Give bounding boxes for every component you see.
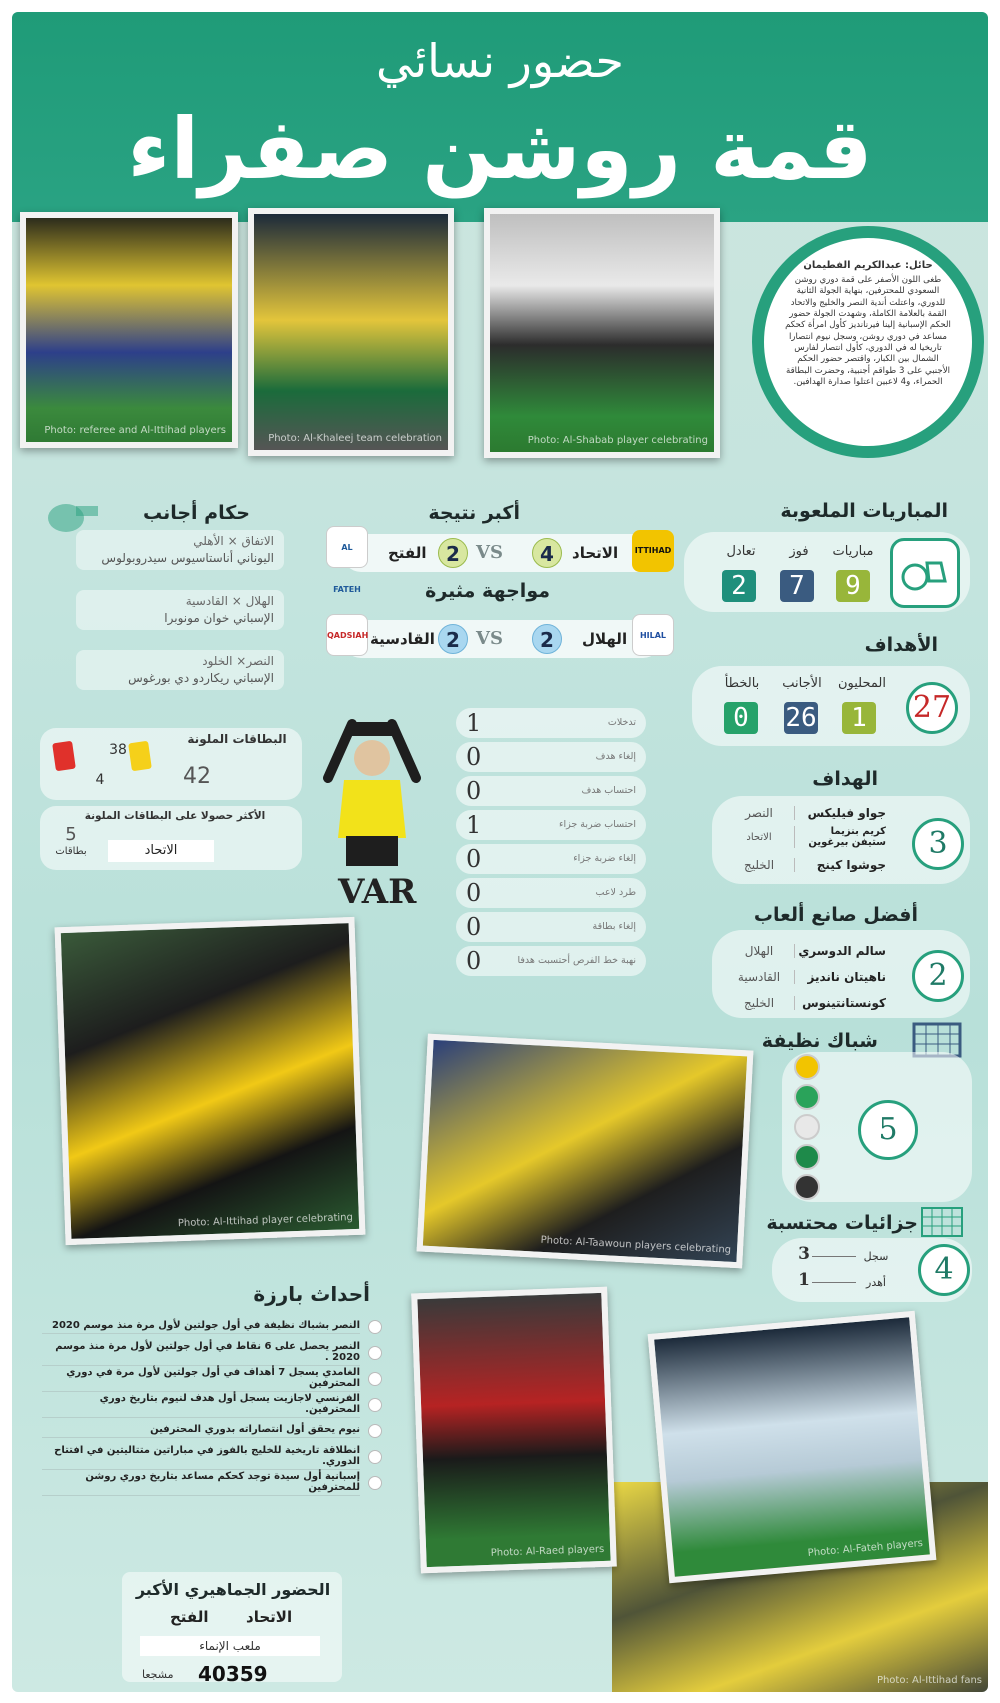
var-row: 0 احتساب هدف <box>456 776 646 806</box>
goals-foreign-label: الأجانب <box>782 676 822 691</box>
qadsiah-logo-icon: QADSIAH <box>326 614 368 656</box>
scorer-row: جواو فيليكس النصر <box>724 802 890 824</box>
playmaker-title: أفضل صانع ألعاب <box>753 904 918 926</box>
penalties-missed-label: أهدر <box>866 1276 886 1289</box>
wins-value: 7 <box>780 570 814 602</box>
ittihad-logo-icon: ITTIHAD <box>632 530 674 572</box>
playmaker-row: سالم الدوسري الهلال <box>724 940 890 962</box>
scorers-count: 3 <box>912 818 964 870</box>
infographic-page <box>12 12 988 1692</box>
vs-label: VS <box>476 542 503 563</box>
playmaker-row: كونستانتينوس الخليج <box>724 992 890 1014</box>
event-item: الفرنسي لاجازيت يسجل أول هدف لنيوم بتاريخ دوري المحترفين. <box>42 1394 382 1416</box>
event-item: النصر بشباك نظيفة في أول جولتين لأول مرة منذ موسم 2020 <box>42 1316 382 1338</box>
hilal-logo-icon: HILAL <box>632 614 674 656</box>
photo-fateh-players: Photo: Al-Fateh players <box>648 1311 937 1583</box>
photo-khaleej-team: Photo: Al-Khaleej team celebration <box>248 208 454 456</box>
penalty-grid-icon <box>920 1206 964 1242</box>
header-title: قمة روشن صفراء <box>127 100 873 198</box>
playmaker-count: 2 <box>912 950 964 1002</box>
intro-circle <box>752 226 984 458</box>
goals-total: 27 <box>906 682 958 734</box>
var-row: 1 تدخلات <box>456 708 646 738</box>
playmaker-row: ناهيتان نانديز القادسية <box>724 966 890 988</box>
event-item: النصر يحصل على 6 نقاط في أول جولتين لأول مرة منذ موسم 2020 . <box>42 1342 382 1364</box>
goals-own-label: بالخطأ <box>724 676 760 691</box>
yellow-cards-value: 38 <box>109 742 127 758</box>
var-referee-icon <box>308 718 438 872</box>
goals-local-value: 1 <box>842 702 876 734</box>
most-cards-team: الاتحاد <box>108 840 214 862</box>
penalties-scored-label: سجل <box>863 1250 889 1263</box>
football-boot-icon <box>890 538 960 608</box>
goals-local-label: المحليون <box>838 676 886 691</box>
event-item: انطلاقة تاريخية للخليج بالفوز في مباراتين متتاليتين في افتتاح الدوري. <box>42 1446 382 1468</box>
goals-own-value: 0 <box>724 702 758 734</box>
exciting-away-score: 2 <box>438 624 468 654</box>
intro-author: حائل: عبدالكريم الفطيمان <box>803 260 933 271</box>
exciting-match-title: مواجهة مثيرة <box>425 580 550 602</box>
neom-logo-icon <box>794 1174 820 1200</box>
attendance-title: الحضور الجماهيري الأكبر <box>135 1580 331 1599</box>
clean-sheets-count: 5 <box>858 1100 918 1160</box>
matches-title: المباريات الملعوبة <box>780 500 948 522</box>
goals-foreign-value: 26 <box>785 703 817 733</box>
shabab-logo-icon <box>794 1114 820 1140</box>
photo-referee-ittihad: Photo: referee and Al-Ittihad players <box>20 212 238 448</box>
divider <box>812 1282 856 1283</box>
header-subtitle: حضور نسائي <box>376 34 624 88</box>
var-row: 0 نهبة خط الفرص أحتسبت هدفا <box>456 946 646 976</box>
event-item: نيوم يحقق أول انتصاراته بدوري المحترفين <box>42 1420 382 1442</box>
attendance-number: 40359 <box>198 1662 268 1686</box>
attendance-home: الاتحاد <box>246 1608 293 1626</box>
event-item: الغامدي يسجل 7 أهداف في أول جولتين لأول مرة في دوري المحترفين <box>42 1368 382 1390</box>
attendance-away: الفتح <box>170 1608 209 1626</box>
clean-sheets-title: شباك نظيفة <box>761 1030 878 1052</box>
ittihad-logo-icon <box>794 1054 820 1080</box>
cards-title: البطاقات الملونة <box>187 732 287 746</box>
cards-total-value: 42 <box>183 764 211 789</box>
khaleej-logo-icon <box>794 1084 820 1110</box>
biggest-home-team: الاتحاد <box>572 544 619 562</box>
var-row: 0 إلغاء هدف <box>456 742 646 772</box>
var-row: 0 إلغاء بطاقة <box>456 912 646 942</box>
most-cards-unit: بطاقات <box>55 846 87 857</box>
wins-label: فوز <box>789 544 809 559</box>
referee-item: الاتفاق × الأهلي اليوناني أناستاسيوس سيدروبولوس <box>76 530 284 570</box>
scorers-title: الهداف <box>812 768 878 790</box>
var-row: 0 طرد لاعب <box>456 878 646 908</box>
referee-item: النصر× الخلود الإسباني ريكاردو دي بورغوس <box>76 650 284 690</box>
biggest-away-team: الفتح <box>388 544 427 562</box>
events-title: أحداث بارزة <box>253 1282 370 1306</box>
attendance-stadium: ملعب الإنماء <box>140 1636 320 1656</box>
var-row: 0 إلغاء ضربة جزاء <box>456 844 646 874</box>
vs-label: VS <box>476 628 503 649</box>
photo-ittihad-player: Photo: Al-Ittihad player celebrating <box>55 917 366 1245</box>
scorer-row: كريم بنزيما ستيفن بيرغوين الاتحاد <box>724 826 890 848</box>
intro-body: طغى اللون الأصفر على قمة دوري روشن السعودي للمحترفين، بنهاية الجولة الثانية للدوري، واعتلت أندية النصر والخليج والاتحاد القمة بالعلامة الكاملة، وشهدت الجولة حضور الحكم الإسبانية إلينا فيرنانديز كأول امرأة كحكم مساعد في دوري روشن، وسجل نيوم انتصارا تاريخيا له في الدوري، كأول انتصار لفارس الشمال بين الكبار، واقتصر حضور الحكم الأجنبي على 3 طواقم أجنبية، وحضرت البطاقة الحمراء، و4 لاعبين اعتلوا صدارة الهدافين. <box>785 275 951 388</box>
biggest-home-score: 4 <box>532 538 562 568</box>
exciting-home-team: الهلال <box>582 630 628 648</box>
photo-ittihad-fans: Photo: Al-Ittihad fans <box>612 1482 988 1692</box>
draws-value: 2 <box>722 570 756 602</box>
penalties-count: 4 <box>918 1244 970 1296</box>
yellow-card-icon <box>128 741 152 772</box>
referees-title: حكام أجانب <box>142 502 250 524</box>
attendance-unit: مشجعا <box>142 1668 174 1681</box>
photo-shabab-player: Photo: Al-Shabab player celebrating <box>484 208 720 458</box>
played-label: مباريات <box>832 544 874 559</box>
goals-title: الأهداف <box>864 634 938 656</box>
penalties-scored-value: 3 <box>798 1244 810 1264</box>
red-cards-value: 4 <box>95 772 105 788</box>
biggest-result-title: أكبر نتيجة <box>428 502 520 524</box>
var-row: 1 احتساب ضربة جزاء <box>456 810 646 840</box>
scorer-row: جوشوا كينج الخليج <box>724 854 890 876</box>
fateh-logo-icon: AL FATEH <box>326 526 368 568</box>
referee-item: الهلال × القادسية الإسباني خوان مونوبرا <box>76 590 284 630</box>
most-cards-title: الأكثر حصولا على البطاقات الملونة <box>84 810 266 822</box>
exciting-home-score: 2 <box>532 624 562 654</box>
var-label: VAR <box>338 872 417 912</box>
event-item: إسبانية أول سيدة توجد كحكم مساعد بتاريخ دوري روشن للمحترفين <box>42 1472 382 1494</box>
photo-raed-players: Photo: Al-Raed players <box>411 1287 617 1574</box>
biggest-away-score: 2 <box>438 538 468 568</box>
divider <box>812 1256 856 1257</box>
ettifaq-logo-icon <box>794 1144 820 1170</box>
penalties-title: جزائيات محتسبة <box>766 1212 918 1234</box>
exciting-away-team: القادسية <box>370 630 435 648</box>
played-value: 9 <box>836 570 870 602</box>
draws-label: تعادل <box>726 544 756 559</box>
most-cards-count: 5 <box>65 824 77 845</box>
header-banner <box>12 12 988 222</box>
penalties-missed-value: 1 <box>798 1270 810 1290</box>
photo-taawoun-players: Photo: Al-Taawoun players celebrating <box>417 1034 754 1269</box>
red-card-icon <box>52 741 76 772</box>
